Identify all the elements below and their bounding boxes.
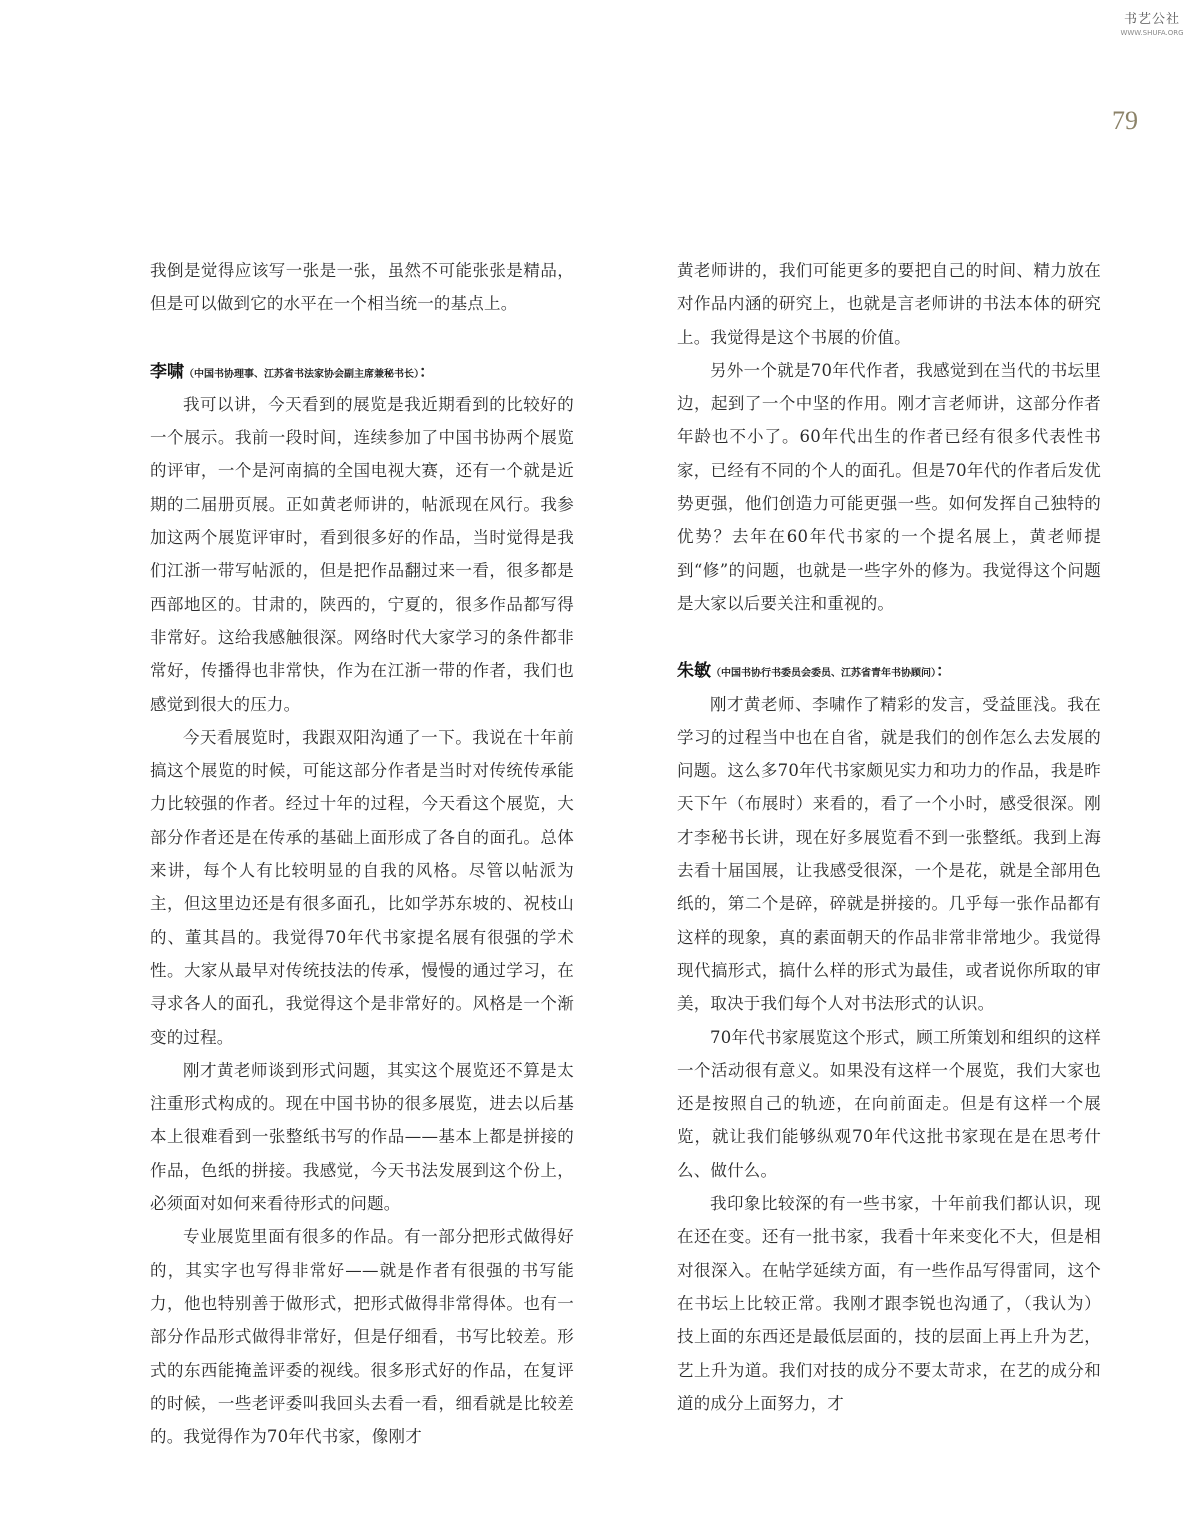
intro-paragraph: 我倒是觉得应该写一张是一张，虽然不可能张张是精品，但是可以做到它的水平在一个相当统一的基点上。 [150,261,574,314]
paragraph: 今天看展览时，我跟双阳沟通了一下。我说在十年前搞这个展览的时候，可能这部分作者是当时对传统传承能力比较强的作者。经过十年的过程，今天看这个展览，大部分作者还是在传承的基础上面形成了各自的面孔。总体来讲，每个人有比较明显的自我的风格。尽管以帖派为主，但这里边还是有很多面孔，比如学苏东坡的、祝枝山的、董其昌的。我觉得70年代书家提名展有很强的学术性。大家从最早对传统技法的传承，慢慢的通过学习，在寻求各人的面孔，我觉得这个是非常好的。风格是一个渐变的过程。 [150,727,574,1047]
speaker-name: 李啸 [150,361,184,382]
paragraph: 刚才黄老师、李啸作了精彩的发言，受益匪浅。我在学习的过程当中也在自省，就是我们的创作怎么去发展的问题。这么多70年代书家颇见实力和功力的作品，我是昨天下午（布展时）来看的，看了一个小时，感受很深。刚才李秘书长讲，现在好多展览看不到一张整纸。我到上海去看十届国展，让我感受很深，一个是花，就是全部用色纸的，第二个是碎，碎就是拼接的。几乎每一张作品都有这样的现象，真的素面朝天的作品非常非常地少。我觉得现代搞形式，搞什么样的形式为最佳，或者说你所取的审美，取决于我们每个人对书法形式的认识。 [677,694,1101,1014]
paragraph: 刚才黄老师谈到形式问题，其实这个展览还不算是太注重形式构成的。现在中国书协的很多展览，进去以后基本上很难看到一张整纸书写的作品——基本上都是拼接的作品，色纸的拼接。我感觉，今天书法发展到这个份上，必须面对如何来看待形式的问题。 [150,1060,574,1214]
speaker-colon: ： [936,661,953,681]
speaker-title: （中国书协理事、江苏省书法家协会副主席兼秘书长） [184,368,419,380]
speaker-name: 朱敏 [677,661,711,682]
watermark-logo [1112,12,1192,42]
watermark-text: 书艺公社 [1123,12,1180,27]
paragraph: 另外一个就是70年代作者，我感觉到在当代的书坛里边，起到了一个中坚的作用。刚才言老师讲，这部分作者年龄也不小了。60年代出生的作者已经有很多代表性书家，已经有不同的个人的面孔。但是70年代的作者后发优势更强，他们创造力可能更强一些。如何发挥自己独特的优势？去年在60年代书家的一个提名展上，黄老师提到“修”的问题，也就是一些字外的修为。我觉得这个问题是大家以后要关注和重视的。 [677,360,1101,613]
speaker-heading-zhu-min [677,620,1101,687]
left-column [150,254,574,1453]
speaker-colon: ： [419,361,436,381]
right-column [677,254,1101,1420]
paragraph: 专业展览里面有很多的作品。有一部分把形式做得好的，其实字也写得非常好——就是作者有很强的书写能力，他也特别善于做形式，把形式做得非常得体。也有一部分作品形式做得非常好，但是仔细看，书写比较差。形式的东西能掩盖评委的视线。很多形式好的作品，在复评的时候，一些老评委叫我回头去看一看，细看就是比较差的。我觉得作为70年代书家，像刚才 [150,1227,574,1447]
watermark-url: WWW.SHUFA.ORG [1120,29,1184,37]
page-number: 79 [1112,106,1138,135]
paragraph: 我可以讲，今天看到的展览是我近期看到的比较好的一个展示。我前一段时间，连续参加了中国书协两个展览的评审，一个是河南搞的全国电视大赛，还有一个就是近期的二届册页展。正如黄老师讲的，帖派现在风行。我参加这两个展览评审时，看到很多好的作品，当时觉得是我们江浙一带写帖派的，但是把作品翻过来一看，很多都是西部地区的。甘肃的，陕西的，宁夏的，很多作品都写得非常好。这给我感触很深。网络时代大家学习的条件都非常好，传播得也非常快，作为在江浙一带的作者，我们也感觉到很大的压力。 [150,394,574,714]
paragraph: 70年代书家展览这个形式，顾工所策划和组织的这样一个活动很有意义。如果没有这样一个展览，我们大家也还是按照自己的轨迹，在向前面走。但是有这样一个展览，就让我们能够纵观70年代这批书家现在是在思考什么、做什么。 [677,1027,1101,1180]
paragraph-continued: 黄老师讲的，我们可能更多的要把自己的时间、精力放在对作品内涵的研究上，也就是言老师讲的书法本体的研究上。我觉得是这个书展的价值。 [677,261,1101,347]
speaker-heading-li-xiao [150,321,574,388]
paragraph: 我印象比较深的有一些书家，十年前我们都认识，现在还在变。还有一批书家，我看十年来变化不大，但是相对很深入。在帖学延续方面，有一些作品写得雷同，这个在书坛上比较正常。我刚才跟李锐也沟通了，（我认为）技上面的东西还是最低层面的，技的层面上再上升为艺，艺上升为道。我们对技的成分不要太苛求，在艺的成分和道的成分上面努力，才 [677,1194,1101,1413]
speaker-title: （中国书协行书委员会委员、江苏省青年书协顾问） [711,668,936,680]
